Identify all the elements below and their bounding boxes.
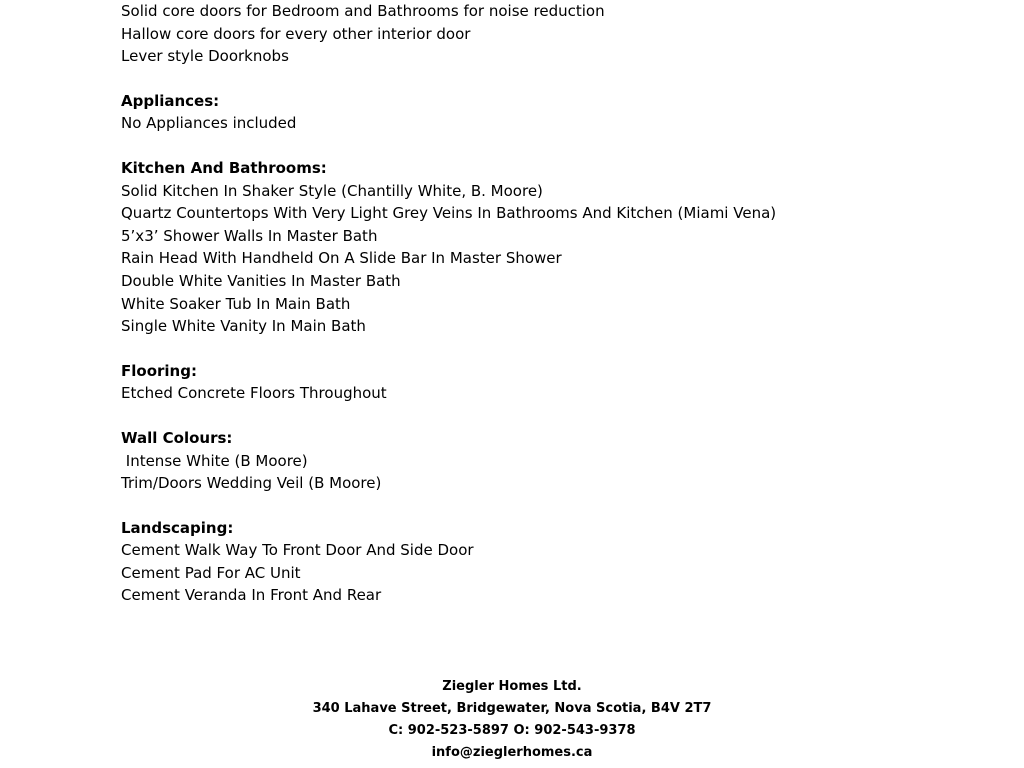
company-address: 340 Lahave Street, Bridgewater, Nova Scotia, B4V 2T7 xyxy=(312,701,712,716)
section-item: Intense White (B Moore) xyxy=(121,451,308,470)
section-item: Cement Pad For AC Unit xyxy=(121,563,301,582)
section-item: No Appliances included xyxy=(121,114,297,133)
section-spacer xyxy=(121,338,1001,360)
section-item: 5’x3’ Shower Walls In Master Bath xyxy=(121,226,378,245)
section-item: Etched Concrete Floors Throughout xyxy=(121,384,387,403)
intro-line: Lever style Doorknobs xyxy=(121,47,289,66)
section-heading-landscaping: Landscaping: xyxy=(121,518,234,537)
intro-line: Solid core doors for Bedroom and Bathrooms for noise reduction xyxy=(121,2,605,20)
company-footer xyxy=(0,676,1024,764)
section-item: White Soaker Tub In Main Bath xyxy=(121,294,351,313)
intro-line: Hallow core doors for every other interior door xyxy=(121,24,471,43)
section-spacer xyxy=(121,135,1001,157)
section-item: Solid Kitchen In Shaker Style (Chantilly White, B. Moore) xyxy=(121,181,543,200)
section-spacer xyxy=(121,495,1001,517)
section-item: Single White Vanity In Main Bath xyxy=(121,317,366,336)
section-heading-appliances: Appliances: xyxy=(121,91,220,110)
company-email: info@zieglerhomes.ca xyxy=(431,745,593,760)
section-item: Cement Walk Way To Front Door And Side Door xyxy=(121,541,474,560)
section-item: Rain Head With Handheld On A Slide Bar In Master Shower xyxy=(121,249,562,268)
section-spacer xyxy=(121,68,1001,90)
section-spacer xyxy=(121,405,1001,427)
section-heading-flooring: Flooring: xyxy=(121,361,197,380)
section-item: Quartz Countertops With Very Light Grey Veins In Bathrooms And Kitchen (Miami Vena) xyxy=(121,204,777,223)
company-name: Ziegler Homes Ltd. xyxy=(442,679,582,694)
section-heading-wall-colours: Wall Colours: xyxy=(121,428,233,447)
section-item: Double White Vanities In Master Bath xyxy=(121,271,401,290)
document-body xyxy=(121,0,1001,607)
section-item: Trim/Doors Wedding Veil (B Moore) xyxy=(121,474,382,493)
section-item: Cement Veranda In Front And Rear xyxy=(121,586,382,605)
section-heading-kitchen-bathrooms: Kitchen And Bathrooms: xyxy=(121,158,327,177)
company-phones: C: 902-523-5897 O: 902-543-9378 xyxy=(388,723,636,738)
